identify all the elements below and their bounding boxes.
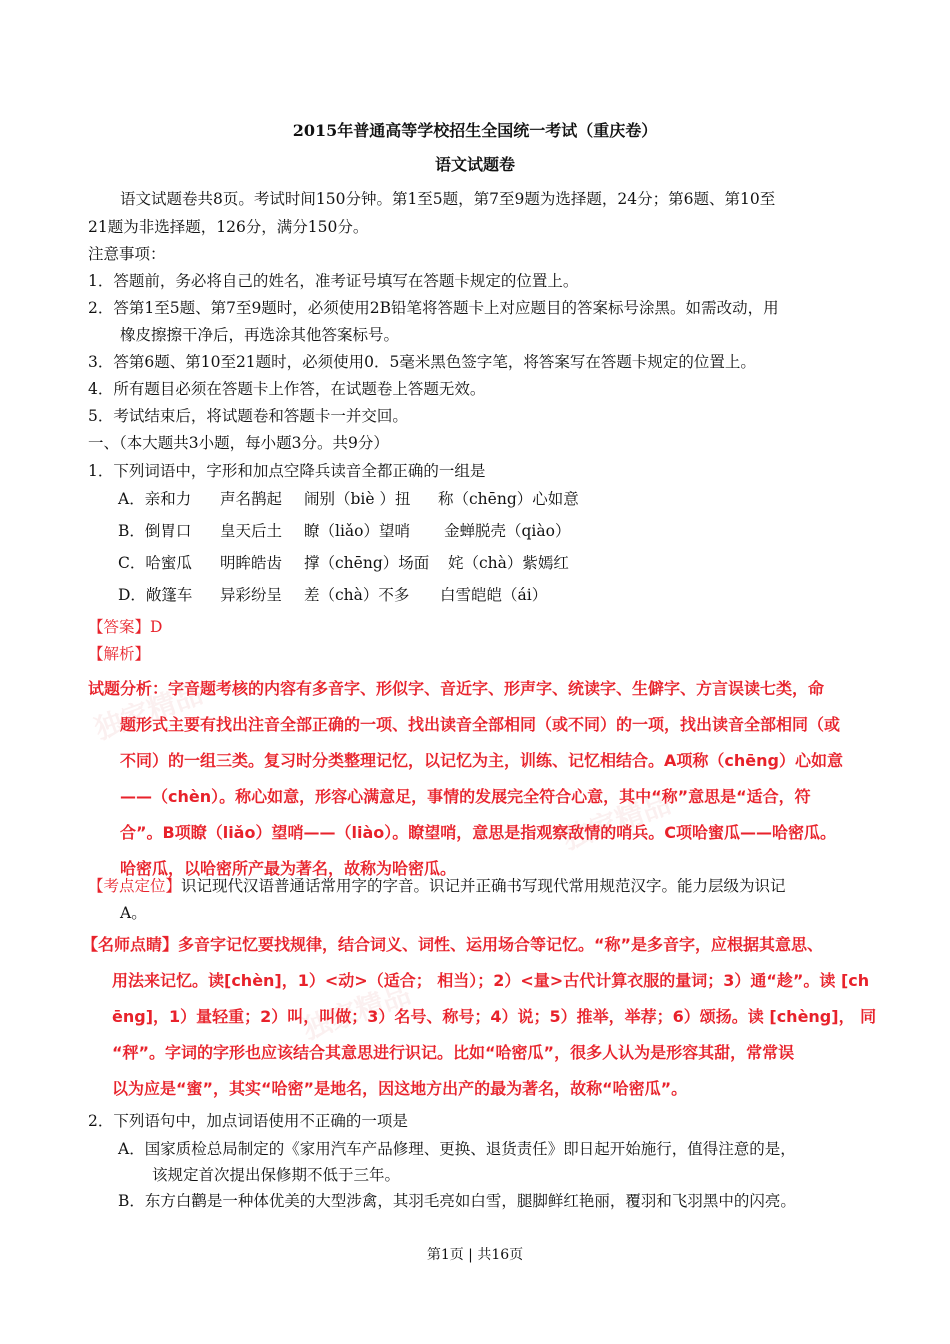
answer-line [88,616,870,638]
analysis-line: 不同）的一组三类。复习时分类整理记忆，以记忆为主，训练、记忆相结合。A项称（chēng）心如意 [120,751,843,770]
question-stem: 1．下列词语中，字形和加点空降兵读音全都正确的一组是 [88,462,486,480]
notice-item: 5．考试结束后，将试题卷和答题卡一并交回。 [88,407,408,425]
analysis-line: 题形式主要有找出注音全部正确的一项、找出读音全部相同（或不同）的一项，找出读音全部相同（或 [120,715,841,734]
option-cell: 明眸皓齿 [220,554,283,572]
mingshi-line [82,927,870,963]
intro-line: 语文试题卷共8页。考试时间150分钟。第1至5题，第7至9题为选择题，24分；第6题、第10至 [120,190,776,208]
analysis-line: ——（chèn）。称心如意，形容心满意足，事情的发展完全符合心意，其中“称”意思是“适合，符 [120,787,811,806]
option-cell: 金蝉脱壳（qiào） [444,522,571,540]
kaodian-tag: 【考点定位】 [88,877,182,895]
option-cell: 声名鹊起 [220,490,283,508]
option-cell: 瞭（liǎo）望哨 [304,522,410,540]
option-cell: A．亲和力 [118,490,192,508]
analysis-line: 哈密瓜，以哈密所产最为著名，故称为哈密瓜。 [120,859,457,878]
option-cell: 姹（chà）紫嫣红 [448,554,569,572]
notice-item: 2．答第1至5题、第7至9题时，必须使用2B铅笔将答题卡上对应题目的答案标号涂黑。如需改动，用 [88,299,779,317]
notice-item: 1．答题前，务必将自己的姓名，准考证号填写在答题卡规定的位置上。 [88,272,579,290]
option-cell: B．倒胃口 [118,522,192,540]
analysis-tag: 【解析】 [88,645,151,663]
mingshi-line: 用法来记忆。读[chèn]，1）<动>（适合； 相当）；2）<量>古代计算衣服的量词；3）通“趁”。读 [ch [112,971,870,990]
section-heading: 一、（本大题共3小题，每小题3分。共9分） [88,434,389,452]
kaodian-line [88,875,870,897]
answer-tag: 【答案】 [88,618,151,636]
option-cell: C．哈蜜瓜 [118,554,192,572]
mingshi-line: “秤”。字词的字形也应该结合其意思进行识记。比如“哈密瓜”，很多人认为是形容其甜，常常误 [112,1043,795,1062]
notice-item: 4．所有题目必须在答题卡上作答，在试题卷上答题无效。 [88,380,486,398]
mingshi-line: ēng]，1）量轻重；2）叫，叫做；3）名号、称号；4）说；5）推举，举荐；6）颂扬。读 [chèng]， 同 [112,1007,877,1026]
option-line: B．东方白鹳是一种体优美的大型涉禽，其羽毛亮如白雪，腿脚鲜红艳丽，覆羽和飞羽黑中的闪亮。 [118,1192,796,1210]
analysis-line: 试题分析：字音题考核的内容有多音字、形似字、音近字、形声字、统读字、生僻字、方言误读七类，命 [88,679,825,698]
page-footer: 第1页 | 共16页 [426,1247,524,1263]
answer-value: D [150,618,163,636]
mingshi-text: 多音字记忆要找规律，结合词义、词性、运用场合等记忆。“称”是多音字，应根据其意思、 [178,935,824,954]
mingshi-tag: 【名师点睛】 [82,935,179,954]
option-cell: 异彩纷呈 [220,586,283,604]
watermark: 独家精品 [298,976,415,1047]
intro-line: 21题为非选择题，126分，满分150分。 [88,218,369,236]
option-cell: 称（chēng）心如意 [438,490,579,508]
option-cell: 撑（chēng）场面 [304,554,430,572]
document-title: 2015年普通高等学校招生全国统一考试（重庆卷） [292,121,658,140]
option-cell: 皇天后土 [220,522,283,540]
watermark: 独家精品 [558,786,675,857]
option-cell: 白雪皑皑（ái） [440,586,548,604]
analysis-line: 合”。B项瞭（liǎo）望哨——（liào）。瞭望哨，意思是指观察敌情的哨兵。C项哈蜜瓜——哈密瓜。 [120,823,836,842]
option-cell: D．敞篷车 [118,586,193,604]
question-stem: 2．下列语句中，加点词语使用不正确的一项是 [88,1112,408,1130]
option-cell: 差（chà）不多 [304,586,410,604]
notice-item: 3．答第6题、第10至21题时，必须使用0．5毫米黑色签字笔，将答案写在答题卡规定的位置上。 [88,353,756,371]
document-subtitle: 语文试题卷 [434,155,515,174]
notice-item: 橡皮擦擦干净后，再选涂其他答案标号。 [120,326,400,344]
option-cell: 闹别（biè ）扭 [304,490,411,508]
kaodian-text: 识记现代汉语普通话常用字的字音。识记并正确书写现代常用规范汉字。能力层级为识记 [181,877,786,895]
option-line: A．国家质检总局制定的《家用汽车产品修理、更换、退货责任》即日起开始施行，值得注意的是， [118,1140,796,1158]
mingshi-line: 以为应是“蜜”，其实“哈密”是地名，因这地方出产的最为著名，故称“哈密瓜”。 [112,1079,688,1098]
notice-heading: 注意事项： [88,245,166,263]
watermark: 独家精品 [90,676,207,747]
option-line: 该规定首次提出保修期不低于三年。 [152,1166,401,1184]
kaodian-line: A。 [120,904,147,922]
